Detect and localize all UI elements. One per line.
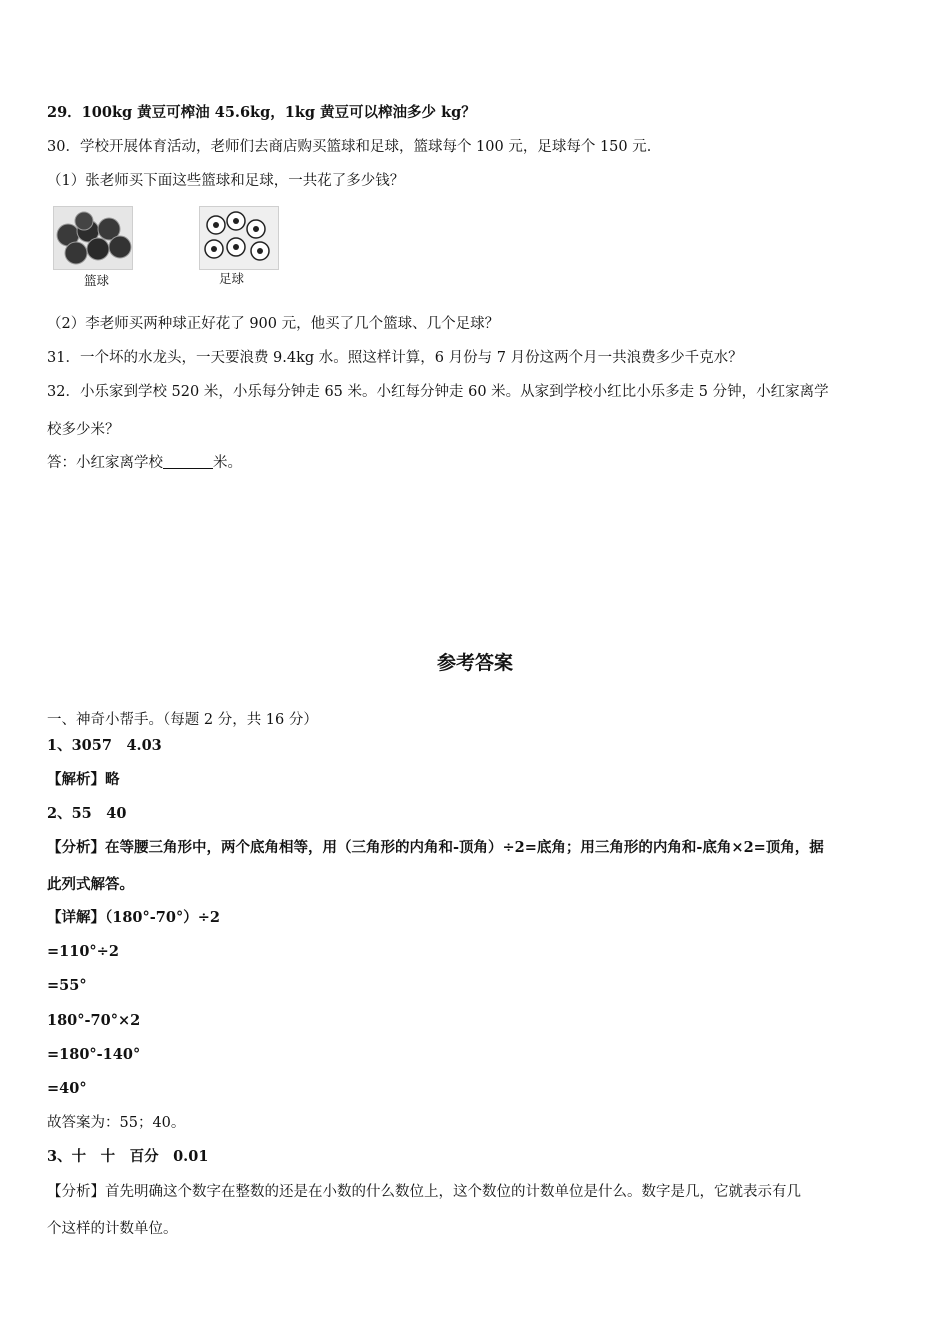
answer-2-step-1: =110°÷2 xyxy=(47,943,119,960)
answer-2: 2、55 40 xyxy=(47,805,127,822)
basketball-image xyxy=(53,206,133,270)
football-caption: 足球 xyxy=(219,271,245,286)
answer-2-analysis-line-2: 此列式解答。 xyxy=(47,876,134,893)
answer-prefix: 答：小红家离学校 xyxy=(47,455,163,471)
answer-suffix: 米。 xyxy=(213,455,242,471)
answer-1-analysis: 【解析】略 xyxy=(47,771,120,788)
question-30-part-2: （2）李老师买两种球正好花了 900 元，他买了几个篮球、几个足球？ xyxy=(47,316,500,332)
answer-2-final: 故答案为：55；40。 xyxy=(47,1115,186,1131)
question-30-part-1: （1）张老师买下面这些篮球和足球，一共花了多少钱？ xyxy=(47,173,405,189)
question-31: 31．一个坏的水龙头，一天要浪费 9.4kg 水。照这样计算，6 月份与 7 月份这两个月一共浪费多少千克水？ xyxy=(47,350,743,366)
question-32-line-2: 校多少米？ xyxy=(47,422,120,438)
answer-3-analysis-line-1: 【分析】首先明确这个数字在整数的还是在小数的什么数位上，这个数位的计数单位是什么。数字是几，它就表示有几 xyxy=(47,1184,801,1200)
question-29: 29．100kg 黄豆可榨油 45.6kg，1kg 黄豆可以榨油多少 kg？ xyxy=(47,104,476,121)
answer-3: 3、十 十 百分 0.01 xyxy=(47,1148,209,1165)
answer-2-step-4: =180°-140° xyxy=(47,1046,141,1063)
answer-blank xyxy=(163,454,213,469)
answer-2-step-3: 180°-70°×2 xyxy=(47,1012,141,1029)
answer-2-step-5: =40° xyxy=(47,1080,87,1097)
football-image xyxy=(199,206,279,270)
answer-3-analysis-line-2: 个这样的计数单位。 xyxy=(47,1221,178,1237)
question-32-line-1: 32．小乐家到学校 520 米，小乐每分钟走 65 米。小红每分钟走 60 米。从家到学校小红比小乐多走 5 分钟，小红家离学 xyxy=(47,384,829,400)
answer-2-step-2: =55° xyxy=(47,977,87,994)
answers-section-1: 一、神奇小帮手。（每题 2 分，共 16 分） xyxy=(47,712,318,728)
answer-1: 1、3057 4.03 xyxy=(47,737,162,754)
question-30: 30．学校开展体育活动，老师们去商店购买篮球和足球，篮球每个 100 元，足球每个 150 元． xyxy=(47,139,662,155)
answer-2-analysis-line-1: 【分析】在等腰三角形中，两个底角相等，用（三角形的内角和-顶角）÷2=底角；用三角形的内角和-底角×2=顶角，据 xyxy=(47,839,824,856)
answers-title: 参考答案 xyxy=(436,652,513,674)
answer-2-detail: 【详解】（180°-70°）÷2 xyxy=(47,909,220,926)
basketball-caption: 篮球 xyxy=(84,273,110,288)
question-32-answer xyxy=(47,453,242,473)
